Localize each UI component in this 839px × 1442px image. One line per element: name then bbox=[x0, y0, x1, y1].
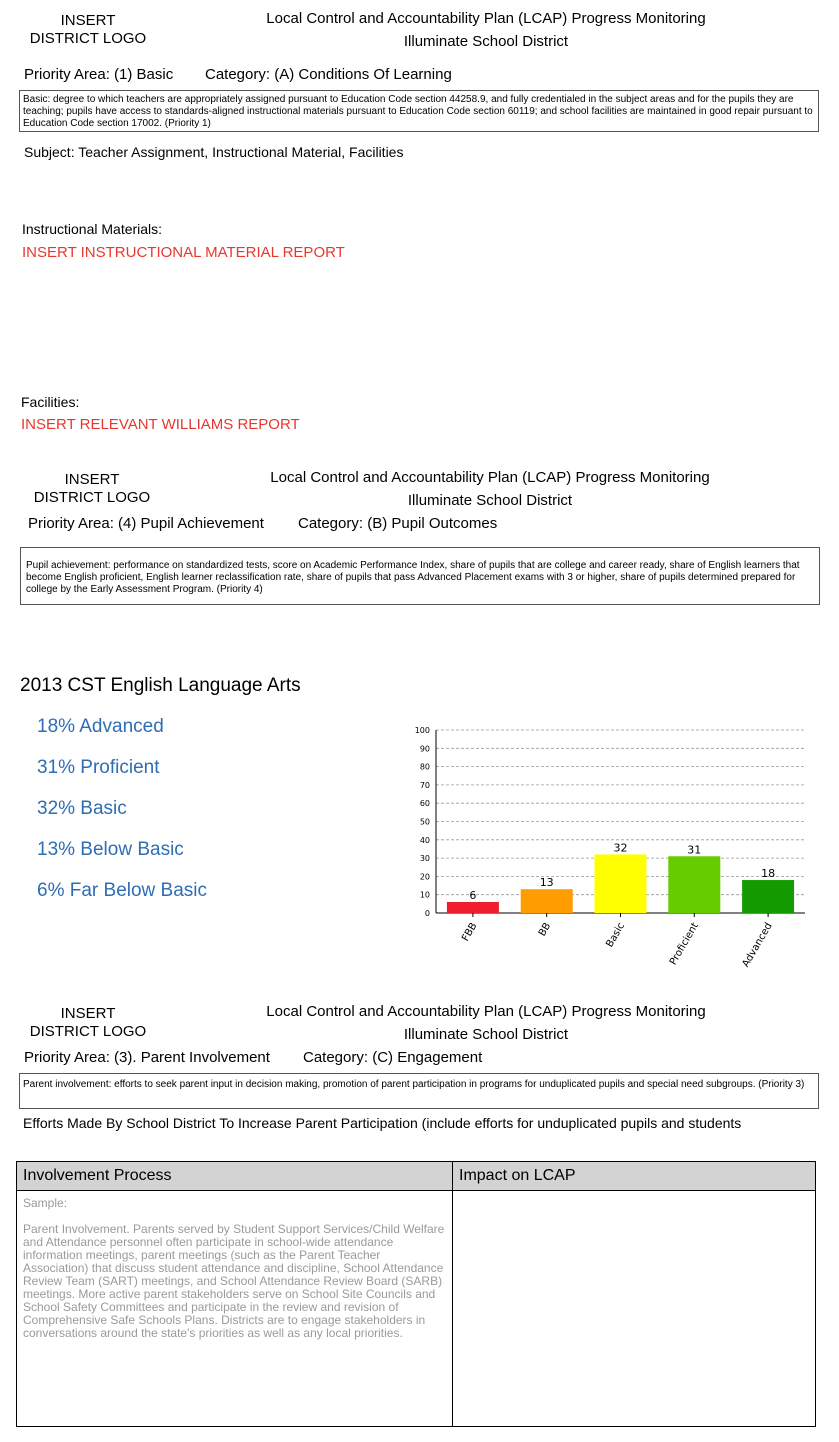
y-tick-label: 90 bbox=[419, 744, 430, 754]
district-logo-placeholder: INSERT DISTRICT LOGO bbox=[33, 471, 151, 506]
district-name: Illuminate School District bbox=[403, 33, 569, 50]
y-tick-label: 0 bbox=[424, 909, 430, 918]
y-tick-label: 40 bbox=[419, 835, 430, 845]
report-title: Local Control and Accountability Plan (LCAP) Progress Monitoring bbox=[266, 10, 706, 27]
district-name: Illuminate School District bbox=[407, 492, 573, 509]
y-tick-label: 70 bbox=[419, 780, 430, 790]
williams-report-placeholder: INSERT RELEVANT WILLIAMS REPORT bbox=[21, 416, 300, 433]
instructional-materials-label: Instructional Materials: bbox=[22, 221, 163, 237]
data-label: 6 bbox=[469, 889, 477, 903]
report-title: Local Control and Accountability Plan (LCAP) Progress Monitoring bbox=[266, 1003, 706, 1020]
subject-line: Subject: Teacher Assignment, Instructional Material, Facilities bbox=[24, 144, 404, 160]
result-basic: 32% Basic bbox=[37, 798, 127, 819]
bar-advanced bbox=[742, 880, 794, 913]
involvement-table bbox=[16, 1161, 816, 1427]
district-name: Illuminate School District bbox=[403, 1026, 569, 1043]
report-title: Local Control and Accountability Plan (LCAP) Progress Monitoring bbox=[270, 469, 710, 486]
priority-description: Parent involvement: efforts to seek parent input in decision making, promotion of parent participation in programs for unduplicated pupils and special need subgroups. (Priority 3) bbox=[19, 1073, 819, 1109]
bar-proficient bbox=[668, 856, 720, 913]
x-tick-label: BB bbox=[536, 921, 554, 939]
impact-on-lcap-cell[interactable] bbox=[453, 1191, 816, 1427]
y-tick-label: 100 bbox=[414, 726, 430, 735]
instructional-material-placeholder: INSERT INSTRUCTIONAL MATERIAL REPORT bbox=[22, 244, 345, 261]
y-tick-label: 60 bbox=[419, 799, 430, 809]
bar-basic bbox=[595, 854, 647, 913]
priority-description: Basic: degree to which teachers are appropriately assigned pursuant to Education Code section 44258.9, and fully credentialed in the subject areas and for the pupils they are teaching; pupils have access to standards-aligned instructional materials pursuant to Education Code section 60119; and school facilities are maintained in good repair pursuant to Education Code section 17002. (Priority 1) bbox=[19, 90, 819, 132]
y-tick-label: 50 bbox=[419, 817, 430, 827]
y-tick-label: 30 bbox=[419, 854, 430, 864]
cst-title: 2013 CST English Language Arts bbox=[20, 675, 301, 696]
priority-area: Priority Area: (3). Parent Involvement bbox=[24, 1049, 270, 1066]
priority-area: Priority Area: (4) Pupil Achievement bbox=[28, 515, 264, 532]
involvement-process-header: Involvement Process bbox=[17, 1162, 453, 1191]
district-logo-placeholder: INSERT DISTRICT LOGO bbox=[29, 12, 147, 47]
x-tick-label: Proficient bbox=[667, 921, 701, 968]
sample-label: Sample: bbox=[23, 1196, 68, 1210]
impact-on-lcap-header: Impact on LCAP bbox=[453, 1162, 816, 1191]
district-logo-placeholder: INSERT DISTRICT LOGO bbox=[29, 1005, 147, 1040]
result-far-below-basic: 6% Far Below Basic bbox=[37, 880, 208, 901]
category: Category: (B) Pupil Outcomes bbox=[298, 515, 498, 532]
priority-area: Priority Area: (1) Basic bbox=[24, 66, 174, 83]
bar-fbb bbox=[447, 902, 499, 913]
result-advanced: 18% Advanced bbox=[37, 716, 164, 737]
priority-description: Pupil achievement: performance on standardized tests, score on Academic Performance Index, share of pupils that are college and career ready, share of English learners that become English proficient, English learner reclassification rate, share of pupils that pass Advanced Placement exams with 3 or higher, share of pupils determined prepared for college by the Early Assessment Program. (Priority 4) bbox=[20, 547, 820, 605]
y-tick-label: 20 bbox=[419, 872, 430, 882]
x-tick-label: FBB bbox=[460, 921, 480, 944]
cst-bar-chart bbox=[400, 710, 810, 980]
involvement-process-cell[interactable] bbox=[17, 1191, 453, 1427]
result-proficient: 31% Proficient bbox=[37, 757, 160, 778]
category: Category: (A) Conditions Of Learning bbox=[205, 66, 452, 83]
data-label: 13 bbox=[539, 876, 554, 890]
x-tick-label: Advanced bbox=[740, 921, 775, 970]
data-label: 18 bbox=[761, 867, 776, 881]
y-tick-label: 10 bbox=[419, 890, 430, 900]
data-label: 32 bbox=[613, 841, 628, 855]
facilities-label: Facilities: bbox=[21, 394, 80, 410]
y-tick-label: 80 bbox=[419, 762, 430, 772]
category: Category: (C) Engagement bbox=[303, 1049, 483, 1066]
bar-bb bbox=[521, 889, 573, 913]
sample-text: Parent Involvement. Parents served by Student Support Services/Child Welfare and Attendance personnel often participate in school-wide attendance information meetings, parent meetings (such as the Parent Teacher Association) that discuss student attendance and discipline, School Attendance Review Team (SART) meetings, and School Attendance Review Board (SARB) meetings. More active parent stakeholders serve on School Site Councils and School Safety Committees and participate in the review and revision of Comprehensive Safe Schools Plans. Districts are to engage stakeholders in conversations around the state's priorities as well as any local priorities. bbox=[23, 1222, 445, 1340]
x-tick-label: Basic bbox=[604, 921, 628, 950]
efforts-heading: Efforts Made By School District To Increase Parent Participation (include efforts for unduplicated pupils and students bbox=[23, 1115, 742, 1131]
data-label: 31 bbox=[687, 843, 702, 857]
result-below-basic: 13% Below Basic bbox=[37, 839, 184, 860]
